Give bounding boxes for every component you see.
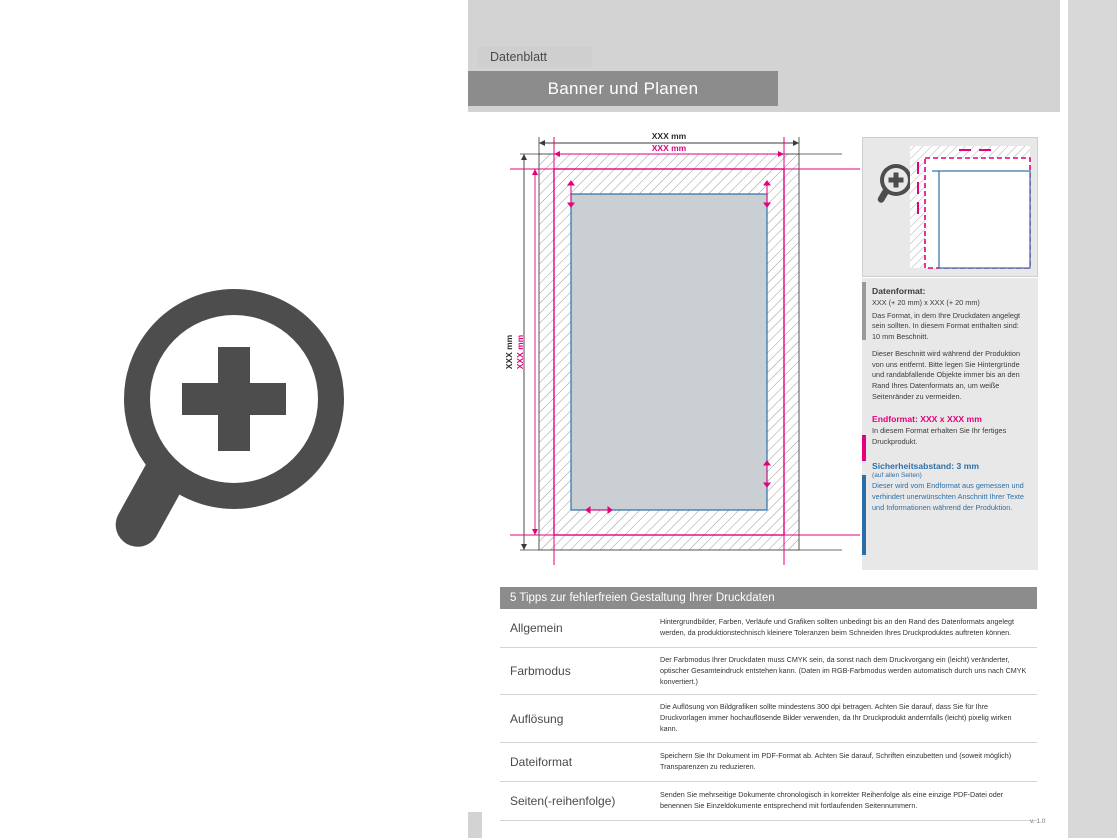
sicherheitsabstand-bar: [862, 475, 866, 555]
sicherheitsabstand-sub: (auf allen Seiten): [872, 472, 922, 480]
endformat-bar: [862, 435, 866, 461]
page-shadow: [1068, 0, 1117, 838]
tip-label: Allgemein: [510, 621, 563, 635]
table-row: [500, 782, 1037, 821]
info-box: [862, 137, 1038, 570]
preview-pane: [0, 0, 468, 838]
datenblatt-tab[interactable]: Datenblatt: [478, 47, 592, 67]
sicherheitsabstand-heading: Sicherheitsabstand: 3 mm: [872, 461, 979, 472]
tip-text: Senden Sie mehrseitige Dokumente chronologisch in korrekter Reihenfolge als eine einzige PDF-Datei oder benennen Sie Einzeldokumente entsprechend mit fortlaufenden Seitennummern.: [660, 789, 1004, 810]
table-row: [500, 695, 1037, 742]
dim-top-outer-label: XXX mm: [651, 131, 687, 141]
tip-text: Die Auflösung von Bildgrafiken sollte mindestens 300 dpi betragen. Achten Sie darauf, dass Sie für Ihre Druckvorlagen immer hochauflösende Bilder verwenden, da Ihr Druckprodukt andernfalls (leicht) pixelig wirken kann.: [660, 702, 1012, 733]
corner-zoom-preview: [862, 137, 1038, 277]
datenformat-desc: Das Format, in dem Ihre Druckdaten angelegt sein sollten. In diesem Format enthalten sind: 10 mm Beschnitt.: [872, 310, 1021, 341]
tips-heading: 5 Tipps zur fehlerfreien Gestaltung Ihrer Druckdaten: [500, 587, 1037, 609]
datenformat-desc2: Dieser Beschnitt wird während der Produktion von uns entfernt. Bitte legen Sie Hintergründe und randabfallende Objekte immer bis an den Rand Ihres Datenformats an, um weiße Seitenränder zu vermeiden.: [872, 349, 1021, 401]
magnifier-plus-icon: [104, 287, 344, 547]
version-label: v. 1.0: [1030, 818, 1046, 825]
dim-top-inner-label: XXX mm: [651, 143, 687, 153]
magnifier-plus-icon: [878, 164, 912, 203]
tip-text: Speichern Sie Ihr Dokument im PDF-Format ab. Achten Sie darauf, Schriften einzubetten und (soweit möglich) Transparenzen zu reduzieren.: [660, 750, 1012, 771]
dim-left-outer-label: XXX mm: [504, 334, 514, 370]
endformat-desc: In diesem Format erhalten Sie Ihr fertiges Druckprodukt.: [872, 426, 1007, 446]
table-row: [500, 609, 1037, 648]
info-box-text: [862, 278, 1038, 570]
tip-label: Seiten(-reihenfolge): [510, 793, 616, 808]
tips-table: [500, 587, 1037, 821]
datenformat-bar: [862, 282, 866, 340]
tip-text: Der Farbmodus Ihrer Druckdaten muss CMYK sein, da sonst nach dem Druckvorgang ein (leicht) veränderter, optischer Gesamteindruck entstehen kann. (Daten im RGB-Farbmodus werden automatisch durch uns nach CMYK konvertiert.): [660, 655, 1027, 686]
format-diagram: [490, 125, 870, 570]
sicherheitsabstand-desc: Dieser wird vom Endformat aus gemessen und verhindert unerwünschten Anschnitt Ihrer Texte und Informationen während der Produktion.: [872, 481, 1024, 512]
table-row: [500, 743, 1037, 782]
tip-label: Dateiformat: [510, 754, 573, 769]
datenformat-heading: Datenformat:: [872, 286, 926, 296]
dim-left-inner-label: XXX mm: [515, 334, 525, 370]
endformat-heading: Endformat: XXX x XXX mm: [872, 414, 982, 425]
tip-label: Farbmodus: [510, 664, 571, 679]
header-band-edge: [1060, 0, 1068, 112]
table-row: [500, 648, 1037, 695]
tip-label: Auflösung: [510, 711, 564, 726]
footer-accent: [468, 812, 482, 838]
tip-text: Hintergrundbilder, Farben, Verläufe und Grafiken sollten unbedingt bis an den Rand des Datenformats angelegt werden, da produktionstechnisch kleinere Toleranzen beim Schneiden Ihres Druckproduktes auftreten können.: [660, 617, 1015, 637]
datenformat-size: XXX (+ 20 mm) x XXX (+ 20 mm): [872, 298, 980, 307]
page-title: Banner und Planen: [468, 71, 778, 106]
